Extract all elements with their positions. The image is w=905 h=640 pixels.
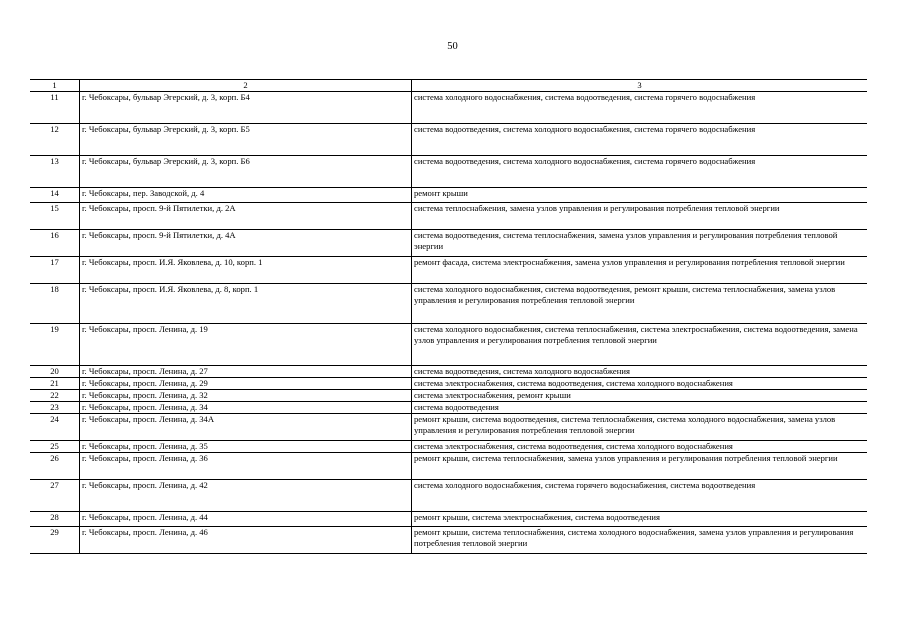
row-number: 19 (30, 324, 80, 366)
row-address: г. Чебоксары, бульвар Эгерский, д. 3, корп. Б4 (80, 92, 412, 124)
row-number: 15 (30, 203, 80, 230)
table-row (30, 324, 867, 366)
row-number: 26 (30, 453, 80, 480)
row-number: 14 (30, 188, 80, 203)
row-works: система теплоснабжения, замена узлов управления и регулирования потребления тепловой энергии (412, 203, 868, 230)
row-number: 27 (30, 480, 80, 512)
row-address: г. Чебоксары, просп. И.Я. Яковлева, д. 10, корп. 1 (80, 257, 412, 284)
row-works: ремонт крыши, система теплоснабжения, замена узлов управления и регулирования потребления тепловой энергии (412, 453, 868, 480)
row-address: г. Чебоксары, пер. Заводской, д. 4 (80, 188, 412, 203)
row-works: система холодного водоснабжения, система горячего водоснабжения, система водоотведения (412, 480, 868, 512)
table-row (30, 414, 867, 441)
row-works: система водоотведения, система теплоснабжения, замена узлов управления и регулирования потребления тепловой энергии (412, 230, 868, 257)
header-col-3: 3 (412, 80, 868, 92)
header-col-1: 1 (30, 80, 80, 92)
row-number: 16 (30, 230, 80, 257)
row-works: система электроснабжения, ремонт крыши (412, 390, 868, 402)
row-number: 20 (30, 366, 80, 378)
row-works: ремонт фасада, система электроснабжения, замена узлов управления и регулирования потребления тепловой энергии (412, 257, 868, 284)
row-works: система электроснабжения, система водоотведения, система холодного водоснабжения (412, 378, 868, 390)
row-works: система водоотведения, система холодного водоснабжения, система горячего водоснабжения (412, 156, 868, 188)
row-number: 17 (30, 257, 80, 284)
table-row (30, 188, 867, 203)
row-address: г. Чебоксары, просп. 9-й Пятилетки, д. 2А (80, 203, 412, 230)
row-number: 13 (30, 156, 80, 188)
row-address: г. Чебоксары, просп. 9-й Пятилетки, д. 4А (80, 230, 412, 257)
row-number: 11 (30, 92, 80, 124)
row-address: г. Чебоксары, просп. И.Я. Яковлева, д. 8, корп. 1 (80, 284, 412, 324)
row-number: 24 (30, 414, 80, 441)
row-works: система водоотведения, система холодного водоснабжения (412, 366, 868, 378)
row-number: 21 (30, 378, 80, 390)
table-row (30, 378, 867, 390)
page-number: 50 (447, 41, 458, 52)
table-row (30, 480, 867, 512)
row-works: система холодного водоснабжения, система водоотведения, ремонт крыши, система теплоснабжения, замена узлов управления и регулирования потребления тепловой энергии (412, 284, 868, 324)
table-row (30, 124, 867, 156)
row-address: г. Чебоксары, бульвар Эгерский, д. 3, корп. Б6 (80, 156, 412, 188)
row-number: 12 (30, 124, 80, 156)
row-works: ремонт крыши (412, 188, 868, 203)
row-address: г. Чебоксары, просп. Ленина, д. 35 (80, 441, 412, 453)
row-address: г. Чебоксары, просп. Ленина, д. 32 (80, 390, 412, 402)
row-address: г. Чебоксары, бульвар Эгерский, д. 3, корп. Б5 (80, 124, 412, 156)
table-row (30, 512, 867, 527)
row-address: г. Чебоксары, просп. Ленина, д. 46 (80, 527, 412, 554)
row-works: система водоотведения (412, 402, 868, 414)
table-row (30, 366, 867, 378)
row-number: 29 (30, 527, 80, 554)
table-row (30, 390, 867, 402)
row-works: система электроснабжения, система водоотведения, система холодного водоснабжения (412, 441, 868, 453)
row-address: г. Чебоксары, просп. Ленина, д. 34 (80, 402, 412, 414)
table-row (30, 284, 867, 324)
row-address: г. Чебоксары, просп. Ленина, д. 29 (80, 378, 412, 390)
row-address: г. Чебоксары, просп. Ленина, д. 42 (80, 480, 412, 512)
row-address: г. Чебоксары, просп. Ленина, д. 44 (80, 512, 412, 527)
table-header-row (30, 80, 867, 92)
row-number: 23 (30, 402, 80, 414)
row-number: 18 (30, 284, 80, 324)
table-row (30, 203, 867, 230)
row-number: 22 (30, 390, 80, 402)
row-works: ремонт крыши, система водоотведения, система теплоснабжения, система холодного водоснабжения, замена узлов управления и регулирования потребления тепловой энергии (412, 414, 868, 441)
row-works: система холодного водоснабжения, система водоотведения, система горячего водоснабжения (412, 92, 868, 124)
row-works: система водоотведения, система холодного водоснабжения, система горячего водоснабжения (412, 124, 868, 156)
table-row (30, 92, 867, 124)
table-row (30, 441, 867, 453)
row-address: г. Чебоксары, просп. Ленина, д. 27 (80, 366, 412, 378)
table-row (30, 156, 867, 188)
row-number: 25 (30, 441, 80, 453)
row-works: ремонт крыши, система электроснабжения, система водоотведения (412, 512, 868, 527)
table-row (30, 257, 867, 284)
table-row (30, 453, 867, 480)
row-address: г. Чебоксары, просп. Ленина, д. 34А (80, 414, 412, 441)
table-row (30, 230, 867, 257)
table-row (30, 527, 867, 554)
row-number: 28 (30, 512, 80, 527)
row-address: г. Чебоксары, просп. Ленина, д. 36 (80, 453, 412, 480)
row-address: г. Чебоксары, просп. Ленина, д. 19 (80, 324, 412, 366)
works-table (30, 79, 867, 554)
table-row (30, 402, 867, 414)
header-col-2: 2 (80, 80, 412, 92)
row-works: ремонт крыши, система теплоснабжения, система холодного водоснабжения, замена узлов управления и регулирования потребления тепловой энергии (412, 527, 868, 554)
row-works: система холодного водоснабжения, система теплоснабжения, система электроснабжения, система водоотведения, замена узлов управления и регулирования потребления тепловой энергии (412, 324, 868, 366)
